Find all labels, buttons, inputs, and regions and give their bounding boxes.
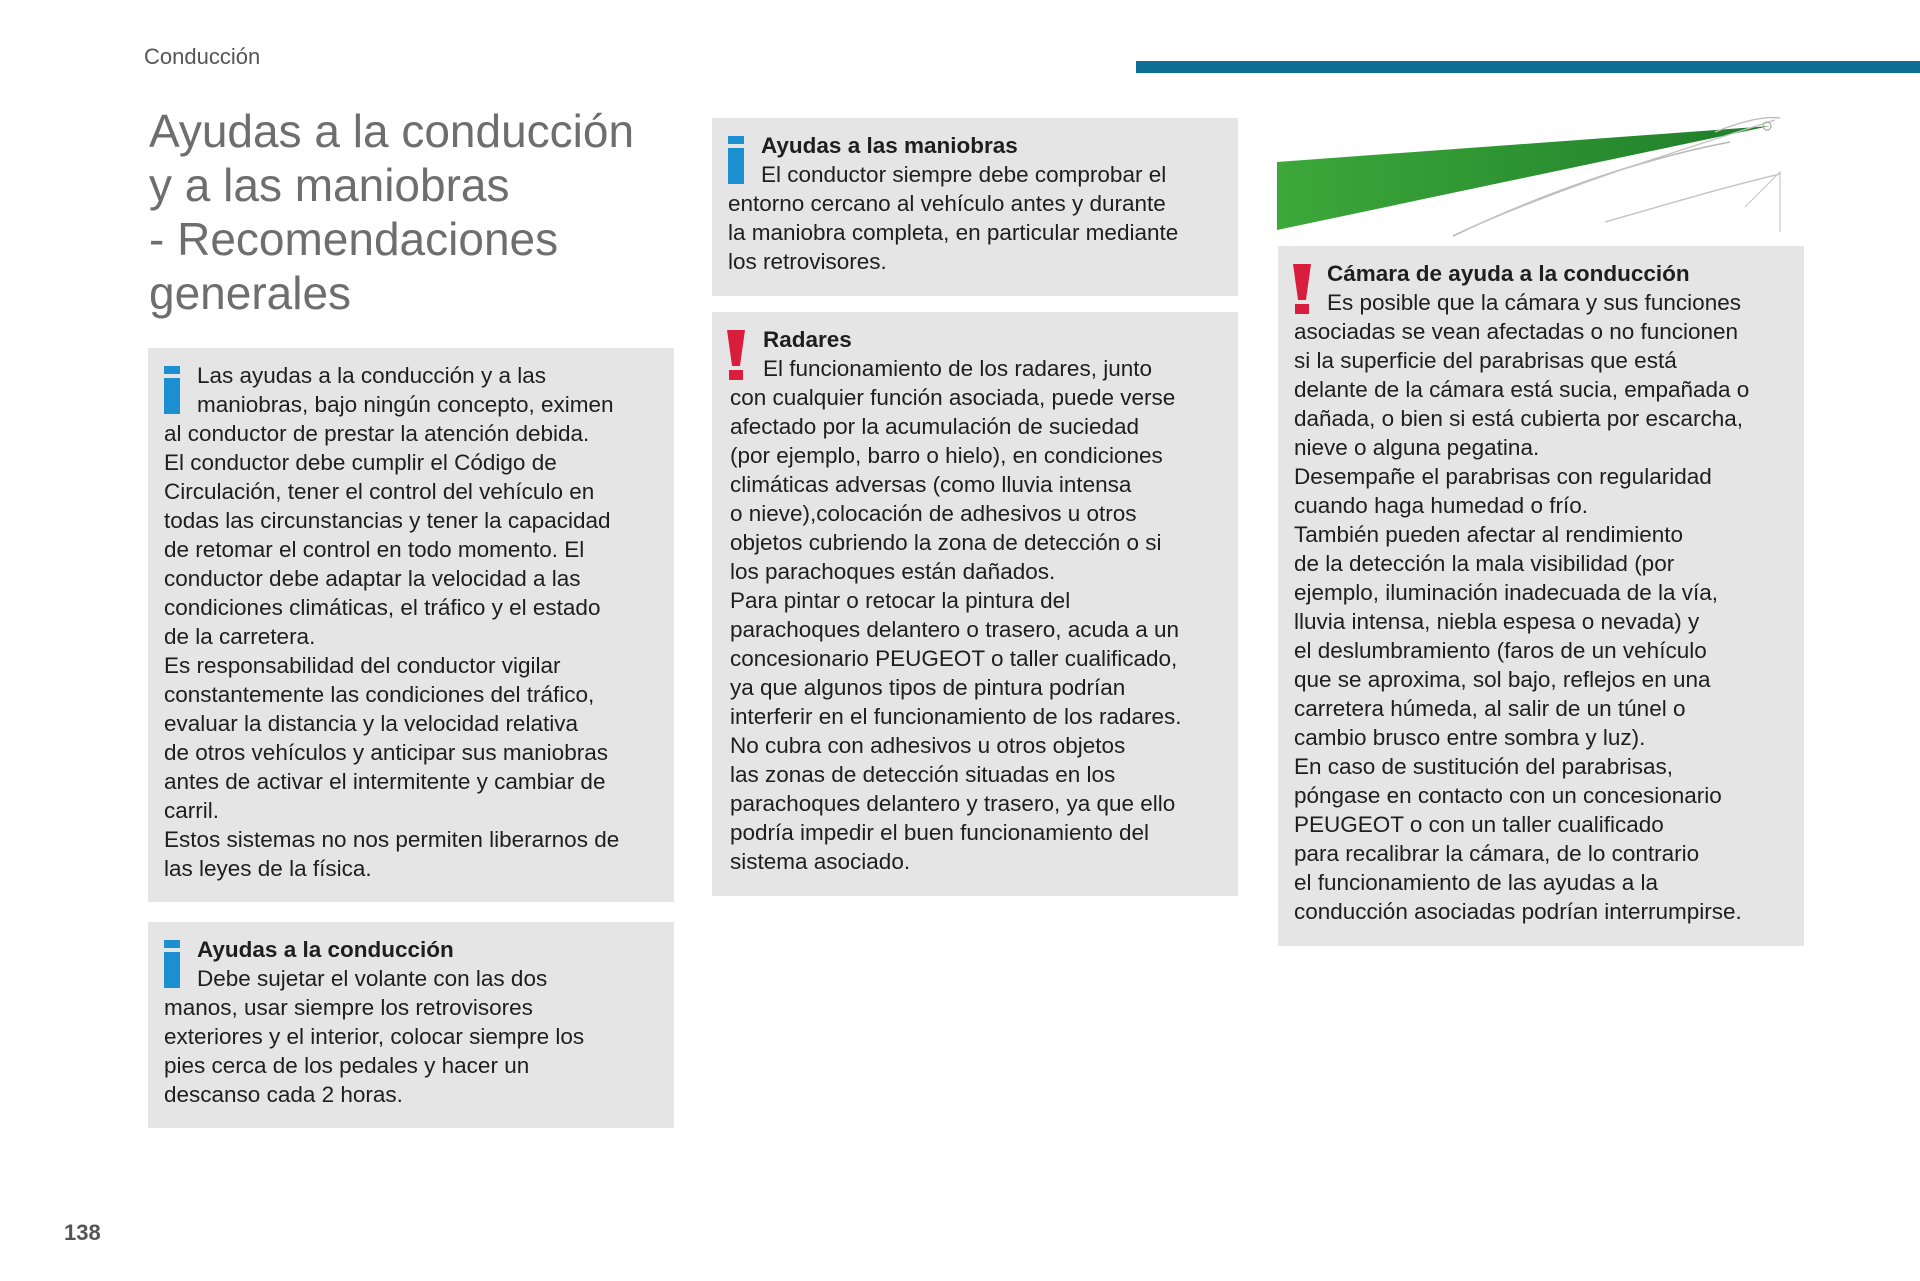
text-line: parachoques delantero o trasero, acuda a un — [730, 617, 1180, 642]
text-line: entorno cercano al vehículo antes y durante — [728, 191, 1166, 216]
header-accent-bar — [1136, 61, 1920, 73]
text-line: Debe sujetar el volante con las dos — [197, 966, 548, 991]
text-line: El funcionamiento de los radares, junto — [763, 356, 1152, 381]
text-line: de retomar el control en todo momento. El — [164, 537, 585, 562]
general-info-box — [148, 348, 674, 902]
text-line: delante de la cámara está sucia, empañada o — [1294, 377, 1750, 402]
text-line: constantemente las condiciones del tráfico, — [164, 682, 595, 707]
text-line: También pueden afectar al rendimiento — [1294, 522, 1683, 547]
text-line: conducción asociadas podrían interrumpirse. — [1294, 899, 1742, 924]
text-line: asociadas se vean afectadas o no funcionen — [1294, 319, 1739, 344]
text-line: afectado por la acumulación de suciedad — [730, 414, 1140, 439]
camera-text — [1294, 259, 1749, 926]
text-line: pies cerca de los pedales y hacer un — [164, 1053, 530, 1078]
text-line: todas las circunstancias y tener la capacidad — [164, 508, 611, 533]
text-line: de la carretera. — [164, 624, 316, 649]
text-line: Las ayudas a la conducción y a las — [197, 363, 546, 388]
text-line: maniobras, bajo ningún concepto, eximen — [197, 392, 614, 417]
text-line: al conductor de prestar la atención debida. — [164, 421, 590, 446]
text-line: el deslumbramiento (faros de un vehículo — [1294, 638, 1707, 663]
text-line: cuando haga humedad o frío. — [1294, 493, 1588, 518]
page-title-line: generales — [149, 267, 352, 319]
text-line: evaluar la distancia y la velocidad relativa — [164, 711, 578, 736]
text-line: de la detección la mala visibilidad (por — [1294, 551, 1675, 576]
text-line: Estos sistemas no nos permiten liberarnos de — [164, 827, 620, 852]
box-heading: Ayudas a las maniobras — [761, 133, 1018, 158]
text-line: dañada, o bien si está cubierta por escarcha, — [1294, 406, 1744, 431]
text-line: carril. — [164, 798, 219, 823]
text-line: El conductor siempre debe comprobar el — [761, 162, 1167, 187]
text-line: los parachoques están dañados. — [730, 559, 1056, 584]
page-title — [149, 104, 689, 320]
text-line: lluvia intensa, niebla espesa o nevada) y — [1294, 609, 1700, 634]
text-line: El conductor debe cumplir el Código de — [164, 450, 557, 475]
camera-warning-box — [1278, 246, 1804, 946]
text-line: Es posible que la cámara y sus funciones — [1327, 290, 1741, 315]
camera-field-of-view-illustration — [1275, 112, 1785, 242]
text-line: exteriores y el interior, colocar siempre los — [164, 1024, 585, 1049]
text-line: objetos cubriendo la zona de detección o si — [730, 530, 1162, 555]
text-line: ejemplo, iluminación inadecuada de la vía, — [1294, 580, 1719, 605]
box-heading: Cámara de ayuda a la conducción — [1327, 261, 1690, 286]
page-title-line: Ayudas a la conducción — [149, 105, 635, 157]
radars-text — [730, 325, 1182, 876]
driving-aids-text — [164, 935, 584, 1109]
page-title-line: - Recomendaciones — [149, 213, 559, 265]
driving-aids-box — [148, 922, 674, 1128]
text-line: concesionario PEUGEOT o taller cualificado, — [730, 646, 1178, 671]
text-line: para recalibrar la cámara, de lo contrario — [1294, 841, 1700, 866]
general-info-text — [164, 361, 619, 883]
text-line: carretera húmeda, al salir de un túnel o — [1294, 696, 1686, 721]
text-line: (por ejemplo, barro o hielo), en condiciones — [730, 443, 1163, 468]
text-line: Desempañe el parabrisas con regularidad — [1294, 464, 1712, 489]
text-line: póngase en contacto con un concesionario — [1294, 783, 1722, 808]
text-line: las zonas de detección situadas en los — [730, 762, 1116, 787]
box-heading: Radares — [763, 327, 852, 352]
maneuver-aids-text — [728, 131, 1178, 276]
text-line: de otros vehículos y anticipar sus maniobras — [164, 740, 608, 765]
text-line: PEUGEOT o con un taller cualificado — [1294, 812, 1664, 837]
radars-warning-box — [712, 312, 1238, 896]
text-line: Circulación, tener el control del vehículo en — [164, 479, 595, 504]
text-line: climáticas adversas (como lluvia intensa — [730, 472, 1132, 497]
text-line: las leyes de la física. — [164, 856, 372, 881]
text-line: o nieve),colocación de adhesivos u otros — [730, 501, 1137, 526]
text-line: cambio brusco entre sombra y luz). — [1294, 725, 1646, 750]
text-line: descanso cada 2 horas. — [164, 1082, 403, 1107]
text-line: condiciones climáticas, el tráfico y el estado — [164, 595, 601, 620]
text-line: si la superficie del parabrisas que está — [1294, 348, 1677, 373]
box-heading: Ayudas a la conducción — [197, 937, 454, 962]
text-line: sistema asociado. — [730, 849, 911, 874]
text-line: No cubra con adhesivos u otros objetos — [730, 733, 1126, 758]
text-line: Es responsabilidad del conductor vigilar — [164, 653, 561, 678]
maneuver-aids-box — [712, 118, 1238, 296]
text-line: que se aproxima, sol bajo, reflejos en una — [1294, 667, 1711, 692]
text-line: conductor debe adaptar la velocidad a las — [164, 566, 581, 591]
text-line: manos, usar siempre los retrovisores — [164, 995, 533, 1020]
text-line: nieve o alguna pegatina. — [1294, 435, 1540, 460]
text-line: Para pintar o retocar la pintura del — [730, 588, 1071, 613]
text-line: la maniobra completa, en particular mediante — [728, 220, 1179, 245]
text-line: interferir en el funcionamiento de los radares. — [730, 704, 1182, 729]
text-line: podría impedir el buen funcionamiento del — [730, 820, 1150, 845]
section-label: Conducción — [144, 44, 261, 69]
text-line: el funcionamiento de las ayudas a la — [1294, 870, 1658, 895]
text-line: parachoques delantero y trasero, ya que ello — [730, 791, 1176, 816]
text-line: los retrovisores. — [728, 249, 887, 274]
text-line: ya que algunos tipos de pintura podrían — [730, 675, 1126, 700]
page-title-line: y a las maniobras — [149, 159, 510, 211]
page-number: 138 — [64, 1220, 101, 1245]
text-line: antes de activar el intermitente y cambiar de — [164, 769, 606, 794]
text-line: con cualquier función asociada, puede verse — [730, 385, 1176, 410]
text-line: En caso de sustitución del parabrisas, — [1294, 754, 1673, 779]
